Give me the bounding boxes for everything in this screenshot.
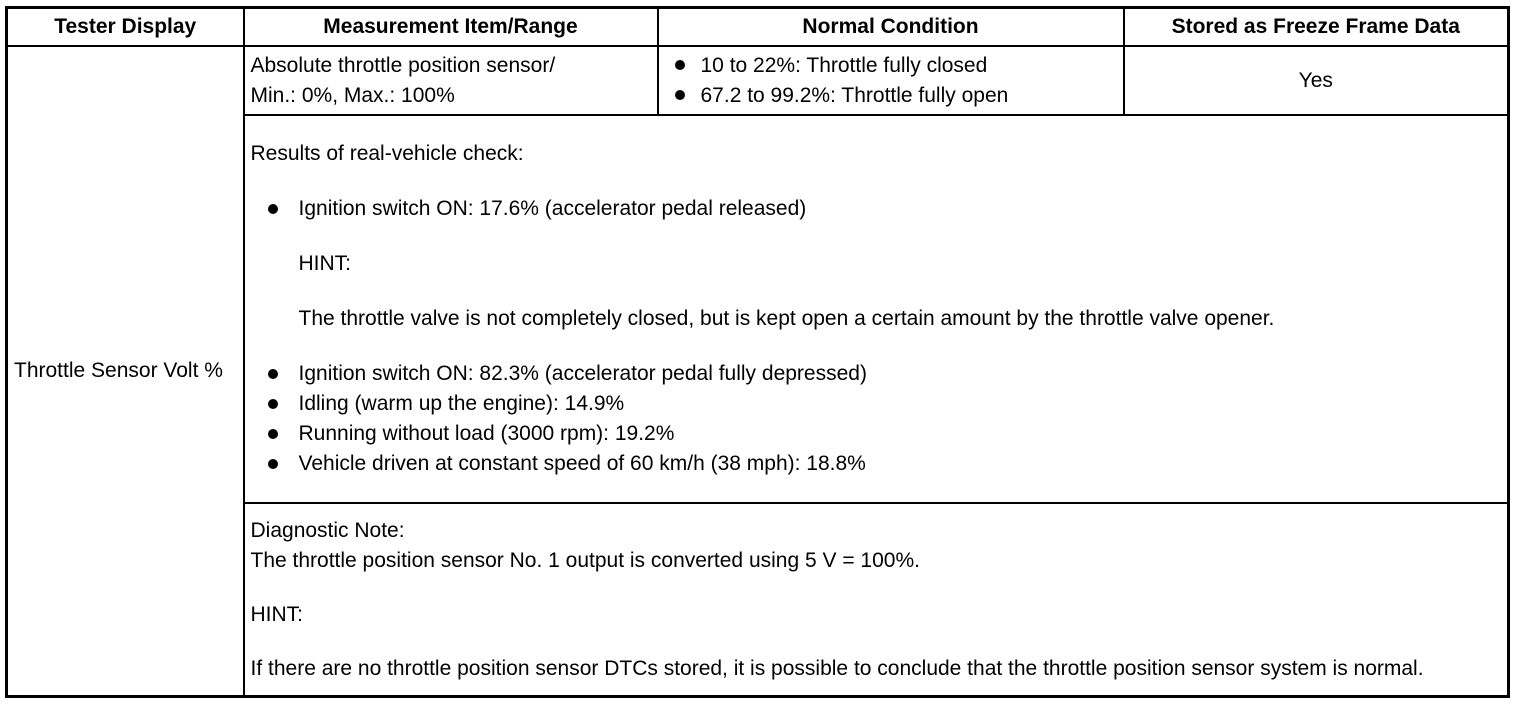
list-item: Idling (warm up the engine): 14.9% [251, 389, 1502, 419]
header-normal-condition: Normal Condition [658, 8, 1124, 47]
data-list-table [5, 6, 1510, 698]
results-list [251, 359, 1502, 479]
table-row [7, 46, 1509, 115]
list-item: Ignition switch ON: 82.3% (accelerator pedal fully depressed) [251, 359, 1502, 389]
header-tester-display: Tester Display [7, 8, 244, 47]
list-item: Running without load (3000 rpm): 19.2% [251, 419, 1502, 449]
measurement-cell [244, 46, 658, 115]
list-item: Ignition switch ON: 17.6% (accelerator pedal released) [251, 194, 1502, 224]
tester-display-cell: Throttle Sensor Volt % [7, 46, 244, 697]
measurement-line: Absolute throttle position sensor/ [250, 53, 556, 77]
results-title: Results of real-vehicle check: [250, 142, 524, 166]
list-item: Vehicle driven at constant speed of 60 km/h (38 mph): 18.8% [251, 449, 1502, 479]
diagnostic-note: The throttle position sensor No. 1 output is converted using 5 V = 100%. [250, 548, 920, 572]
list-item: 10 to 22%: Throttle fully closed [665, 51, 1117, 81]
header-freeze-frame: Stored as Freeze Frame Data [1124, 8, 1509, 47]
results-first-list [251, 194, 1502, 224]
measurement-line: Min.: 0%, Max.: 100% [250, 83, 455, 107]
results-hint-text: The throttle valve is not completely closed, but is kept open a certain amount by the throttle valve opener. [298, 307, 1275, 331]
freeze-frame-cell: Yes [1124, 46, 1509, 115]
results-cell [244, 115, 1509, 503]
diagnostic-title: Diagnostic Note: [250, 518, 405, 542]
results-hint-label: HINT: [298, 252, 351, 276]
header-row [7, 8, 1509, 47]
list-item: 67.2 to 99.2%: Throttle fully open [665, 81, 1117, 111]
diagnostic-hint-label: HINT: [250, 602, 303, 626]
header-measurement-item: Measurement Item/Range [244, 8, 658, 47]
diagnostic-cell [244, 503, 1509, 696]
diagnostic-hint-text: If there are no throttle position sensor DTCs stored, it is possible to conclude that the throttle position sensor system is normal. [250, 656, 1424, 680]
normal-condition-list [665, 51, 1117, 111]
normal-condition-cell [658, 46, 1124, 115]
